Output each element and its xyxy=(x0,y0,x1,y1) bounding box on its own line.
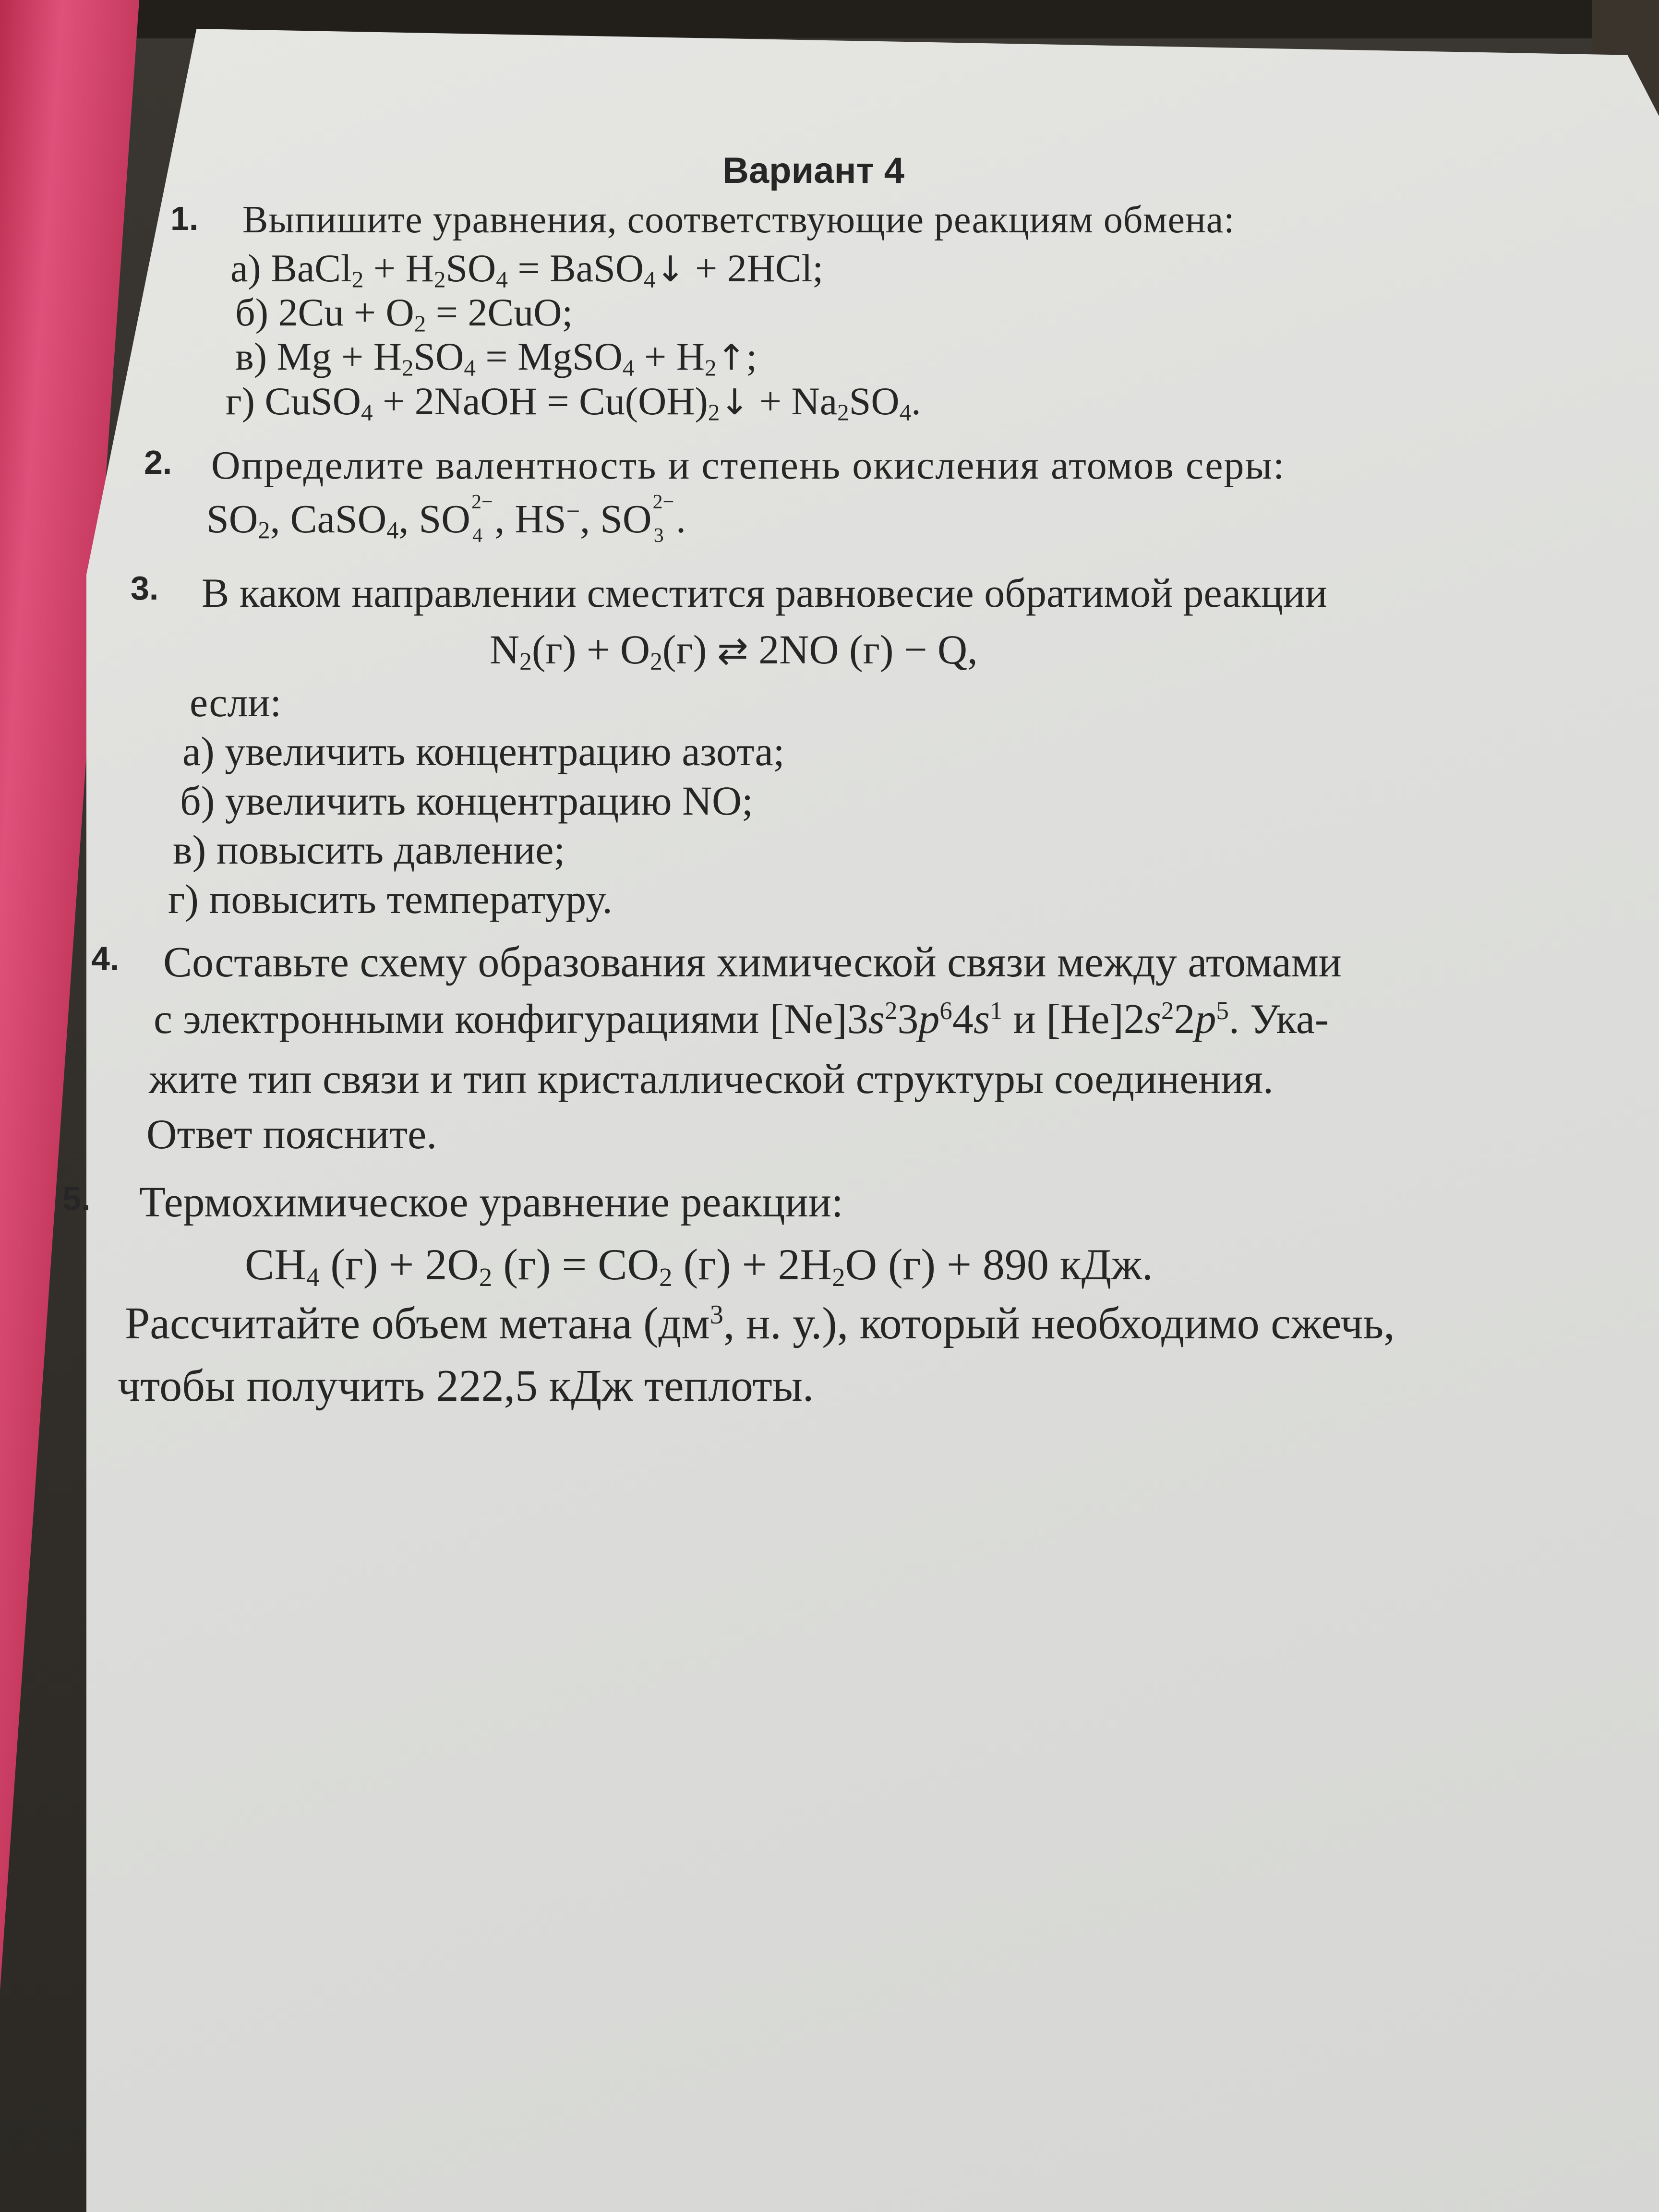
q2-number: 2. xyxy=(144,444,172,481)
q4-number: 4. xyxy=(91,940,120,977)
q3-text: В каком направлении сместится равновесие обратимой реакции xyxy=(202,570,1327,616)
q3-option-d: г) повысить температуру. xyxy=(168,876,613,922)
q1-option-c: в) $Mg + H_2SO_4$ = MgSO$_4$ + $H_2↑$; xyxy=(235,335,757,381)
q4-line-2: с электронными конфигурациями $[Ne]3s^23p^64s^1$ и $[He]2s^22p^5$. Ука- xyxy=(154,996,1329,1043)
q3-option-b: б) увеличить концентрацию NO; xyxy=(180,778,754,824)
q4-line-3: жите тип связи и тип кристаллической структуры соединения. xyxy=(149,1056,1274,1103)
q3-option-a: а) увеличить концентрацию азота; xyxy=(182,728,785,774)
q5-equation: $CH_4$ $(г) + 2O_2$ $(г) = CO_2$ $(г) + 2H_2O$ (г) + 890 кДж. xyxy=(245,1240,1153,1292)
q3-number: 3. xyxy=(131,569,159,607)
q2-text: Определите валентность и степень окисления атомов серы: xyxy=(211,443,1286,488)
q3-option-c: в) повысить давление; xyxy=(173,827,565,873)
q1-option-a: а) BaCl$_2$ + $H_2SO_4$ = BaSO$_4$↓ + 2HCl; xyxy=(230,246,824,293)
q5-text: Термохимическое уравнение реакции: xyxy=(139,1178,843,1226)
q5-line-1: Рассчитайте объем метана ($дм^3$, н. у.), который необходимо сжечь, xyxy=(125,1298,1395,1348)
q5-line-2: чтобы получить 222,5 кДж теплоты. xyxy=(118,1361,814,1411)
variant-title: Вариант 4 xyxy=(722,150,905,191)
q2-formulas: $SO_2$, CaSO$_4$, SO 2− 4 , HS−, SO 2− 3 . xyxy=(206,491,686,547)
q1-option-d: г) CuSO$_4$ + 2NaOH = $Cu(OH)_2↓ + Na_2SO_4$. xyxy=(226,379,921,426)
q1-text: Выпишите уравнения, соответствующие реакциям обмена: xyxy=(242,199,1235,241)
q1-option-b: б) $2Cu + O_2 = 2CuO$; xyxy=(235,290,573,337)
q1-number: 1. xyxy=(170,200,199,237)
q4-line-4: Ответ поясните. xyxy=(146,1111,437,1158)
q4-line-1: Составьте схему образования химической связи между атомами xyxy=(163,938,1342,986)
q3-if-label: если: xyxy=(190,679,282,725)
q3-equation: $N_2(г) + O_2(г)$ ⇄ 2NO (г) − Q, xyxy=(490,626,978,675)
q5-number: 5. xyxy=(62,1180,91,1217)
